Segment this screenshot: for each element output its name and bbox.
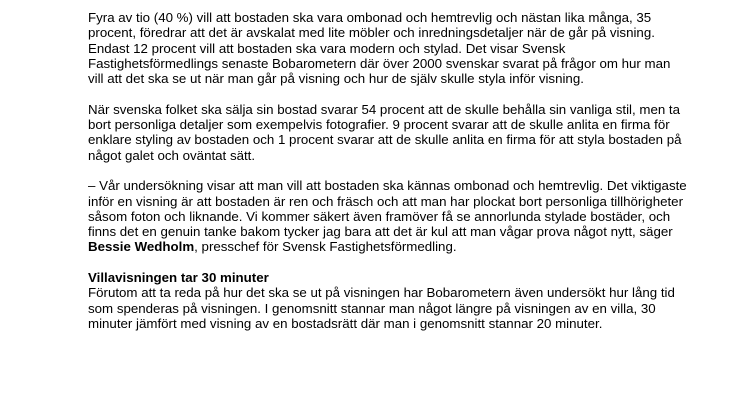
- document-body: [88, 10, 688, 347]
- paragraph-selling: När svenska folket ska sälja sin bostad svarar 54 procent att de skulle behålla sin vanliga stil, men ta bort personliga detaljer som exempelvis fotografier. 9 procent svarar att de skulle anlita en firma för enklare styling av bostaden och 1 procent svarar att de skulle anlita en firma för att styla bostaden på något galet och oväntat sätt.: [88, 101, 682, 163]
- paragraph-viewing-time: Förutom att ta reda på hur det ska se ut på visningen har Bobarometern även undersökt hur lång tid som spenderas på visningen. I genomsnitt stannar man något längre på visningen av en villa, 30 minuter jämfört med visning av en bostadsrätt där man i genomsnitt stannar 20 minuter.: [88, 285, 675, 331]
- quote-text: – Vår undersökning visar att man vill att bostaden ska kännas ombonad och hemtrevlig. Det viktigaste inför en visning är att bostaden är ren och fräsch och att man har plockat bort personliga tillhörigheter såsom foton och liknande. Vi kommer säkert även framöver få se annorlunda stylade bostäder, och finns det en genuin tanke bakom tycker jag bara att det är kul att man vågar prova något nytt, säger: [88, 178, 687, 240]
- paragraph-intro: Fyra av tio (40 %) vill att bostaden ska vara ombonad och hemtrevlig och nästan lika många, 35 procent, föredrar att det är avskalat med lite möbler och inredningsdetaljer när de går på visning. Endast 12 procent vill att bostaden ska vara modern och stylad. Det visar Svensk Fastighetsförmedlings senaste Bobarometern där över 2000 svenskar svarat på frågor om hur man vill att det ska se ut när man går på visning och hur de själv skulle styla inför visning.: [88, 10, 671, 87]
- paragraph-quote: [88, 178, 688, 254]
- section-villavisning: [88, 270, 688, 331]
- quote-speaker-name: Bessie Wedholm: [88, 239, 195, 255]
- quote-speaker-title: , presschef för Svensk Fastighetsförmedling.: [194, 239, 457, 255]
- section-heading: Villavisningen tar 30 minuter: [88, 270, 269, 286]
